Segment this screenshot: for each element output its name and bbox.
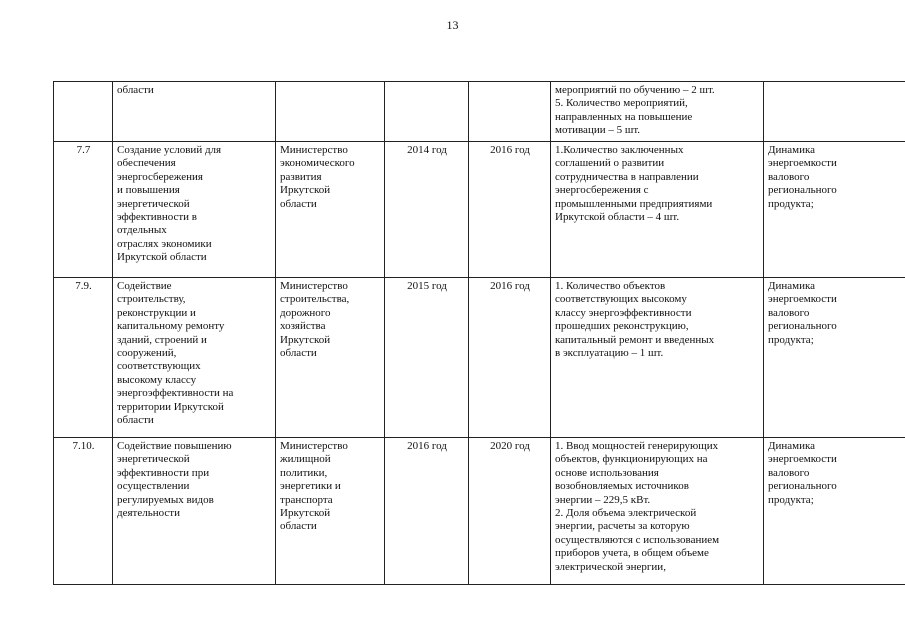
cell-text-line: Иркутской области bbox=[117, 251, 207, 264]
cell-text-line: Иркутской bbox=[280, 184, 331, 197]
cell-text-line: капитальному ремонту bbox=[117, 320, 225, 333]
measure-number-cell bbox=[54, 438, 113, 585]
cell-text-line: Министерство bbox=[280, 280, 348, 292]
cell-text-line: Создание условий для bbox=[117, 144, 222, 156]
table-row bbox=[54, 142, 905, 278]
executor-cell bbox=[276, 438, 385, 585]
indicator-cell bbox=[764, 142, 905, 278]
executor-cell bbox=[276, 82, 385, 142]
cell-text-line: эффективности в bbox=[117, 211, 197, 224]
cell-text-line: Иркутской bbox=[280, 333, 331, 346]
cell-text-line: 2. Доля объема электрической bbox=[555, 507, 697, 520]
expected-results-cell bbox=[551, 142, 764, 278]
end-year-cell bbox=[469, 278, 551, 438]
expected-results-cell bbox=[551, 438, 764, 585]
cell-text-line: регионального bbox=[768, 480, 837, 493]
start-year-cell bbox=[385, 82, 469, 142]
indicator-cell bbox=[764, 438, 905, 585]
cell-text-line: соответствующих высокому bbox=[555, 293, 687, 306]
cell-text-line: 1. Количество объектов bbox=[555, 280, 666, 292]
cell-text: 7.7 bbox=[76, 144, 91, 156]
cell-text-line: сооружений, bbox=[117, 347, 177, 360]
cell-text-line: промышленными предприятиями bbox=[555, 197, 713, 210]
cell-text-line: энергии, расчеты за которую bbox=[555, 520, 690, 533]
cell-text-line: классу энергоэффективности bbox=[555, 306, 692, 319]
cell-text-line: области bbox=[117, 414, 154, 427]
cell-text-line: 1.Количество заключенных bbox=[555, 144, 684, 156]
cell-text: 7.10. bbox=[72, 440, 95, 452]
cell-text-line: реконструкции и bbox=[117, 306, 196, 319]
page-number: 13 bbox=[446, 18, 459, 32]
cell-text-line: основе использования bbox=[555, 466, 659, 479]
cell-text-line: возобновляемых источников bbox=[555, 480, 689, 493]
cell-text: 7.9. bbox=[75, 280, 92, 292]
indicator-cell bbox=[764, 278, 905, 438]
cell-text-line: области bbox=[280, 520, 317, 533]
cell-text-line: осуществляются с использованием bbox=[555, 533, 720, 546]
cell-text-line: деятельности bbox=[117, 507, 180, 520]
executor-cell bbox=[276, 278, 385, 438]
cell-text-line: регионального bbox=[768, 320, 837, 333]
cell-text-line: обеспечения bbox=[117, 157, 176, 170]
cell-text-line: области bbox=[280, 347, 317, 360]
cell-text-line: направленных на повышение bbox=[555, 110, 693, 123]
table-row bbox=[54, 82, 905, 142]
end-year-cell bbox=[469, 82, 551, 142]
indicator-cell bbox=[764, 82, 905, 142]
cell-text-line: области bbox=[117, 84, 154, 96]
cell-text-line: мероприятий по обучению – 2 шт. bbox=[555, 84, 715, 96]
cell-text-line: капитальный ремонт и введенных bbox=[555, 333, 715, 346]
cell-text-line: соглашений о развитии bbox=[555, 157, 665, 170]
cell-text: 2016 год bbox=[490, 144, 530, 156]
cell-text-line: продукта; bbox=[768, 197, 814, 210]
cell-text-line: регионального bbox=[768, 184, 837, 197]
cell-text-line: хозяйства bbox=[280, 320, 326, 333]
measures-table bbox=[53, 81, 905, 585]
cell-text-line: энергетики и bbox=[280, 480, 341, 493]
cell-text-line: Содействие bbox=[117, 280, 172, 292]
cell-text: 2020 год bbox=[490, 440, 530, 452]
cell-text-line: энергетической bbox=[117, 453, 190, 466]
cell-text-line: 5. Количество мероприятий, bbox=[555, 97, 688, 110]
cell-text-line: соответствующих bbox=[117, 360, 201, 373]
table-row bbox=[54, 278, 905, 438]
cell-text-line: энергоемкости bbox=[768, 157, 837, 170]
measure-name-cell bbox=[113, 82, 276, 142]
cell-text-line: энергетической bbox=[117, 197, 190, 210]
cell-text-line: развития bbox=[280, 170, 322, 183]
cell-text-line: энергоемкости bbox=[768, 453, 837, 466]
end-year-cell bbox=[469, 438, 551, 585]
cell-text-line: транспорта bbox=[280, 493, 333, 506]
executor-cell bbox=[276, 142, 385, 278]
cell-text-line: осуществлении bbox=[117, 480, 190, 493]
cell-text-line: экономического bbox=[280, 157, 355, 170]
measure-number-cell bbox=[54, 278, 113, 438]
cell-text: 2016 год bbox=[490, 280, 530, 292]
cell-text-line: валового bbox=[768, 306, 810, 319]
end-year-cell bbox=[469, 142, 551, 278]
cell-text-line: валового bbox=[768, 466, 810, 479]
cell-text-line: Содействие повышению bbox=[117, 440, 232, 452]
cell-text-line: приборов учета, в общем объеме bbox=[555, 547, 709, 560]
table-row bbox=[54, 438, 905, 585]
cell-text-line: Динамика bbox=[768, 280, 816, 292]
cell-text-line: прошедших реконструкцию, bbox=[555, 320, 689, 333]
cell-text-line: регулируемых видов bbox=[117, 493, 214, 506]
cell-text-line: энергосбережения с bbox=[555, 184, 649, 197]
cell-text-line: мотивации – 5 шт. bbox=[555, 124, 641, 137]
start-year-cell bbox=[385, 438, 469, 585]
measure-name-cell bbox=[113, 278, 276, 438]
cell-text: 2016 год bbox=[407, 440, 447, 452]
cell-text-line: эффективности при bbox=[117, 466, 210, 479]
cell-text-line: и повышения bbox=[117, 184, 180, 197]
cell-text-line: энергосбережения bbox=[117, 170, 203, 183]
cell-text-line: Динамика bbox=[768, 440, 816, 452]
expected-results-cell bbox=[551, 278, 764, 438]
cell-text-line: продукта; bbox=[768, 333, 814, 346]
cell-text-line: валового bbox=[768, 170, 810, 183]
cell-text-line: Иркутской bbox=[280, 507, 331, 520]
cell-text-line: Министерство bbox=[280, 144, 348, 156]
cell-text-line: Министерство bbox=[280, 440, 348, 452]
cell-text-line: высокому классу bbox=[117, 373, 197, 386]
measure-number-cell bbox=[54, 142, 113, 278]
cell-text-line: зданий, строений и bbox=[117, 333, 207, 346]
cell-text-line: Динамика bbox=[768, 144, 816, 156]
measure-name-cell bbox=[113, 438, 276, 585]
cell-text-line: энергии – 229,5 кВт. bbox=[555, 493, 651, 506]
cell-text-line: дорожного bbox=[280, 306, 331, 319]
cell-text-line: 1. Ввод мощностей генерирующих bbox=[555, 440, 719, 452]
cell-text-line: энергоемкости bbox=[768, 293, 837, 306]
cell-text-line: отраслях экономики bbox=[117, 237, 212, 250]
measure-number-cell bbox=[54, 82, 113, 142]
cell-text-line: в эксплуатацию – 1 шт. bbox=[555, 347, 664, 360]
cell-text-line: строительству, bbox=[117, 293, 186, 306]
cell-text: 2014 год bbox=[407, 144, 447, 156]
cell-text-line: электрической энергии, bbox=[555, 560, 666, 573]
measure-name-cell bbox=[113, 142, 276, 278]
cell-text-line: территории Иркутской bbox=[117, 400, 224, 413]
cell-text-line: Иркутской области – 4 шт. bbox=[555, 211, 680, 224]
cell-text-line: политики, bbox=[280, 466, 328, 479]
cell-text-line: энергоэффективности на bbox=[117, 387, 234, 400]
cell-text-line: сотрудничества в направлении bbox=[555, 170, 699, 183]
cell-text-line: области bbox=[280, 197, 317, 210]
cell-text-line: отдельных bbox=[117, 224, 167, 237]
expected-results-cell bbox=[551, 82, 764, 142]
cell-text-line: продукта; bbox=[768, 493, 814, 506]
cell-text: 2015 год bbox=[407, 280, 447, 292]
start-year-cell bbox=[385, 278, 469, 438]
start-year-cell bbox=[385, 142, 469, 278]
cell-text-line: жилищной bbox=[280, 453, 331, 466]
cell-text-line: строительства, bbox=[280, 293, 350, 306]
cell-text-line: объектов, функционирующих на bbox=[555, 453, 708, 466]
